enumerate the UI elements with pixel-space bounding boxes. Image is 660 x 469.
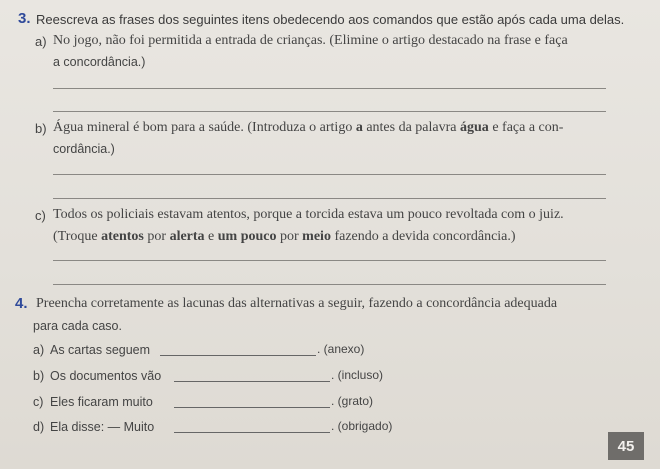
item-c-sentence: Todos os policiais estavam atentos, porque a torcida estava um pouco revoltada com o juiz. bbox=[53, 207, 564, 222]
item-c-text-4: por bbox=[276, 229, 303, 244]
item-a-label: a) bbox=[35, 34, 47, 49]
item-b-text: Os documentos vão bbox=[50, 369, 162, 383]
item-b-text-1: Água mineral é bom para a saúde. (Introduza o artigo bbox=[53, 120, 356, 135]
item-a-text: As cartas seguem bbox=[50, 343, 151, 357]
item-c-text: Eles ficaram muito bbox=[50, 395, 153, 409]
item-d-hint: . (obrigado) bbox=[331, 419, 393, 433]
fill-blank[interactable] bbox=[174, 370, 330, 382]
item-b-bold-1: a bbox=[355, 120, 363, 135]
fill-blank[interactable] bbox=[174, 421, 330, 433]
item-b-text-2: antes da palavra bbox=[362, 120, 461, 135]
item-c-text-5: fazendo a devida concordância.) bbox=[330, 229, 516, 244]
answer-line[interactable] bbox=[53, 198, 606, 199]
item-c-bold-4: meio bbox=[302, 229, 331, 244]
fill-blank[interactable] bbox=[160, 344, 316, 356]
fill-blank[interactable] bbox=[174, 396, 330, 408]
item-b-bold-2: água bbox=[460, 120, 489, 135]
item-d-text: Ela disse: — Muito bbox=[50, 420, 155, 434]
item-b-text-3: e faça a con- bbox=[488, 120, 564, 135]
item-c-hint: . (grato) bbox=[331, 394, 374, 408]
item-a-sentence: No jogo, não foi permitida a entrada de crianças. (Elimine o artigo destacado na frase e faça bbox=[53, 33, 568, 48]
item-c-instruction bbox=[53, 230, 516, 244]
item-c-label: c) bbox=[33, 395, 44, 409]
answer-line[interactable] bbox=[53, 284, 606, 285]
question-4-number: 4. bbox=[15, 295, 28, 312]
question-3-number: 3. bbox=[18, 10, 31, 27]
item-b-label: b) bbox=[35, 121, 47, 136]
answer-line[interactable] bbox=[53, 88, 606, 89]
item-b-sentence bbox=[53, 121, 563, 135]
item-b-hint: . (incluso) bbox=[331, 368, 384, 382]
answer-line[interactable] bbox=[53, 174, 606, 175]
question-4-instruction: Preencha corretamente as lacunas das alternativas a seguir, fazendo a concordância adequada bbox=[36, 296, 558, 311]
question-3-instruction: Reescreva as frases dos seguintes itens obedecendo aos comandos que estão após cada uma delas. bbox=[36, 12, 625, 27]
question-4-continuation: para cada caso. bbox=[33, 319, 122, 333]
item-b-label: b) bbox=[33, 369, 45, 383]
page-number-badge bbox=[608, 432, 644, 460]
item-c-label: c) bbox=[35, 208, 46, 223]
page-number: 45 bbox=[617, 437, 635, 455]
item-a-hint: . (anexo) bbox=[317, 342, 365, 356]
item-c-bold-1: atentos bbox=[101, 229, 144, 244]
item-c-text-2: por bbox=[143, 229, 170, 244]
answer-line[interactable] bbox=[53, 111, 606, 112]
item-a-label: a) bbox=[33, 343, 45, 357]
item-a-continuation: a concordância.) bbox=[53, 55, 146, 69]
item-d-label: d) bbox=[33, 420, 45, 434]
item-c-text-1: (Troque bbox=[53, 229, 102, 244]
answer-line[interactable] bbox=[53, 260, 606, 261]
item-c-text-3: e bbox=[204, 229, 218, 244]
item-c-bold-3: um pouco bbox=[217, 229, 277, 244]
item-c-bold-2: alerta bbox=[169, 229, 205, 244]
item-b-continuation: cordância.) bbox=[53, 142, 115, 156]
